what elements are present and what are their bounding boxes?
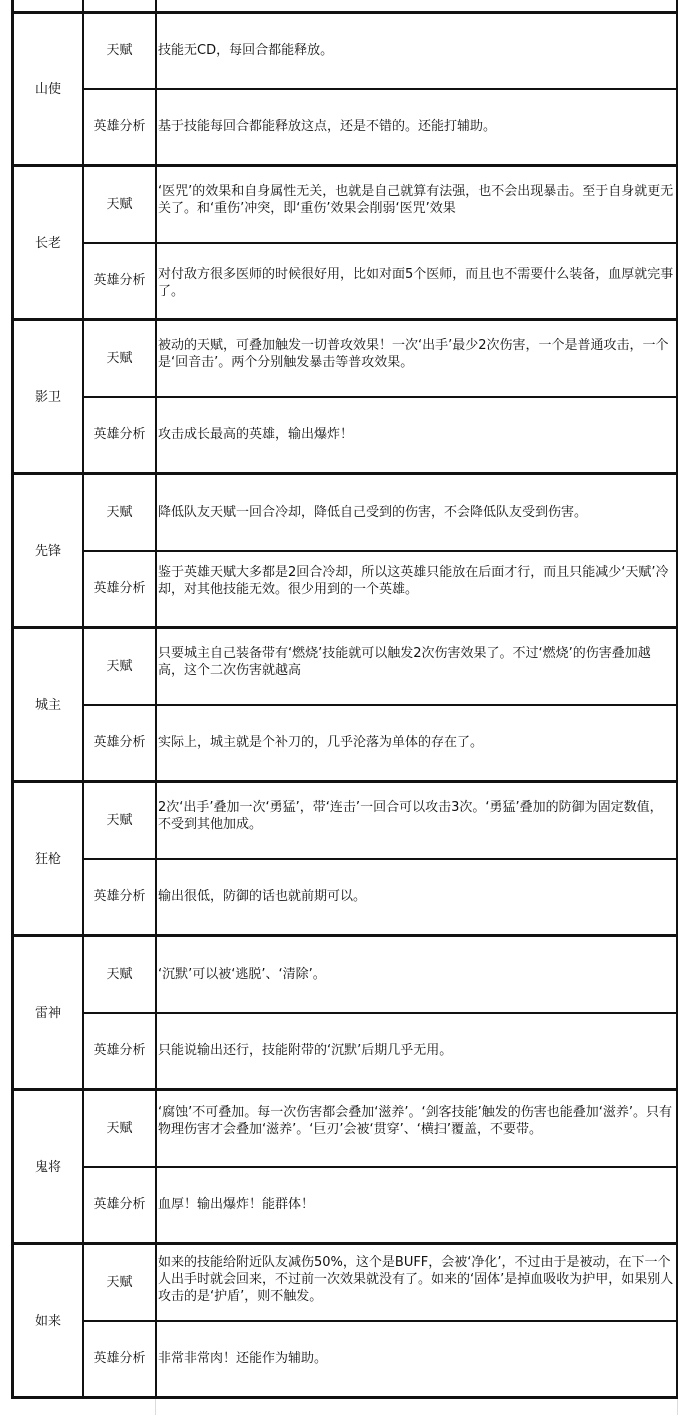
- hero-separator: [11, 1088, 678, 1091]
- analysis-label: 英雄分析: [93, 273, 146, 288]
- hero-separator: [11, 780, 678, 783]
- analysis-text: 输出很低，防御的话也就前期可以。: [158, 889, 367, 904]
- hero-separator: [11, 164, 678, 167]
- analysis-text: 攻击成长最高的英雄，输出爆炸！: [158, 427, 354, 442]
- analysis-text: 只能说输出还行，技能附带的‘沉默’后期几乎无用。: [158, 1043, 453, 1058]
- talent-label: 天赋: [106, 43, 133, 58]
- talent-label: 天赋: [106, 1275, 133, 1290]
- hero-name: 雷神: [34, 1006, 61, 1021]
- row-divider: [82, 88, 678, 90]
- row-divider: [82, 1012, 678, 1014]
- hero-separator: [11, 934, 678, 937]
- row-divider: [82, 704, 678, 706]
- talent-label: 天赋: [106, 197, 133, 212]
- hero-name: 影卫: [34, 390, 61, 405]
- analysis-label: 英雄分析: [93, 735, 146, 750]
- talent-label: 天赋: [106, 351, 133, 366]
- analysis-label: 英雄分析: [93, 1043, 146, 1058]
- talent-text: ‘腐蚀’不可叠加。每一次伤害都会叠加‘滋养’。‘剑客技能’触发的伤害也能叠加‘滋养’。只有物理伤害才会叠加‘滋养’。‘巨刃’会被‘贯穿’、‘横扫’覆盖，不要带。: [158, 1105, 673, 1137]
- analysis-label: 英雄分析: [93, 1351, 146, 1366]
- talent-text: 技能无CD，每回合都能释放。: [158, 43, 334, 58]
- analysis-label: 英雄分析: [93, 889, 146, 904]
- hero-separator: [11, 626, 678, 629]
- hero-name: 狂枪: [34, 852, 61, 867]
- table-border-col2: [155, 0, 157, 1399]
- row-divider: [82, 1320, 678, 1322]
- row-divider: [82, 396, 678, 398]
- analysis-label: 英雄分析: [93, 119, 146, 134]
- analysis-text: 对付敌方很多医师的时候很好用，比如对面5个医师，而且也不需要什么装备，血厚就完事了。: [158, 267, 674, 299]
- analysis-text: 鉴于英雄天赋大多都是2回合冷却，所以这英雄只能放在后面才行，而且只能减少‘天赋’冷却，对其他技能无效。很少用到的一个英雄。: [158, 565, 669, 597]
- analysis-text: 实际上，城主就是个补刀的，几乎沦落为单体的存在了。: [158, 735, 484, 750]
- hero-name: 鬼将: [34, 1160, 61, 1175]
- hero-separator: [11, 1242, 678, 1245]
- hero-name: 城主: [34, 698, 61, 713]
- hero-separator: [11, 472, 678, 475]
- talent-label: 天赋: [106, 967, 133, 982]
- hero-name: 长老: [34, 236, 61, 251]
- row-divider: [82, 1166, 678, 1168]
- talent-text: ‘沉默’可以被‘逃脱’、‘清除’。: [158, 967, 326, 982]
- analysis-text: 基于技能每回合都能释放这点，还是不错的。还能打辅助。: [158, 119, 497, 134]
- analysis-text: 非常非常肉！还能作为辅助。: [158, 1351, 328, 1366]
- hero-name: 如来: [34, 1314, 61, 1329]
- talent-text: 被动的天赋，可叠加触发一切普攻效果！一次‘出手’最少2次伤害，一个是普通攻击，一个是‘回音击’。两个分别触发暴击等普攻效果。: [158, 338, 669, 370]
- hero-name: 先锋: [34, 544, 61, 559]
- talent-label: 天赋: [106, 659, 133, 674]
- hero-name: 山使: [34, 82, 61, 97]
- talent-label: 天赋: [106, 813, 133, 828]
- analysis-label: 英雄分析: [93, 1197, 146, 1212]
- talent-text: 2次‘出手’叠加一次‘勇猛’，带‘连击’一回合可以攻击3次。‘勇猛’叠加的防御为固定数值，不受到其他加成。: [158, 800, 663, 832]
- table-border-right: [676, 0, 678, 1399]
- row-divider: [82, 550, 678, 552]
- table-border-top: [11, 11, 678, 14]
- analysis-label: 英雄分析: [93, 427, 146, 442]
- talent-label: 天赋: [106, 1121, 133, 1136]
- talent-text: 如来的技能给附近队友减伤50%，这个是BUFF，会被‘净化’，不过由于是被动，在下一个人出手时就会回来，不过前一次效果就没有了。如来的‘固体’是掉血吸收为护甲，如果别人攻击的是‘护盾’，则不触发。: [158, 1255, 674, 1304]
- analysis-label: 英雄分析: [93, 581, 146, 596]
- talent-text: 只要城主自己装备带有‘燃烧’技能就可以触发2次伤害效果了。不过‘燃烧’的伤害叠加越高，这个二次伤害就越高: [158, 646, 651, 678]
- talent-text: ‘医咒’的效果和自身属性无关，也就是自己就算有法强，也不会出现暴击。至于自身就更无关了。和‘重伤’冲突，即‘重伤’效果会削弱‘医咒’效果: [158, 184, 674, 216]
- talent-label: 天赋: [106, 505, 133, 520]
- talent-text: 降低队友天赋一回合冷却，降低自己受到的伤害，不会降低队友受到伤害。: [158, 505, 588, 520]
- hero-separator: [11, 318, 678, 321]
- row-divider: [82, 242, 678, 244]
- hero-separator: [11, 1396, 678, 1399]
- analysis-text: 血厚！输出爆炸！能群体！: [158, 1197, 315, 1212]
- row-divider: [82, 858, 678, 860]
